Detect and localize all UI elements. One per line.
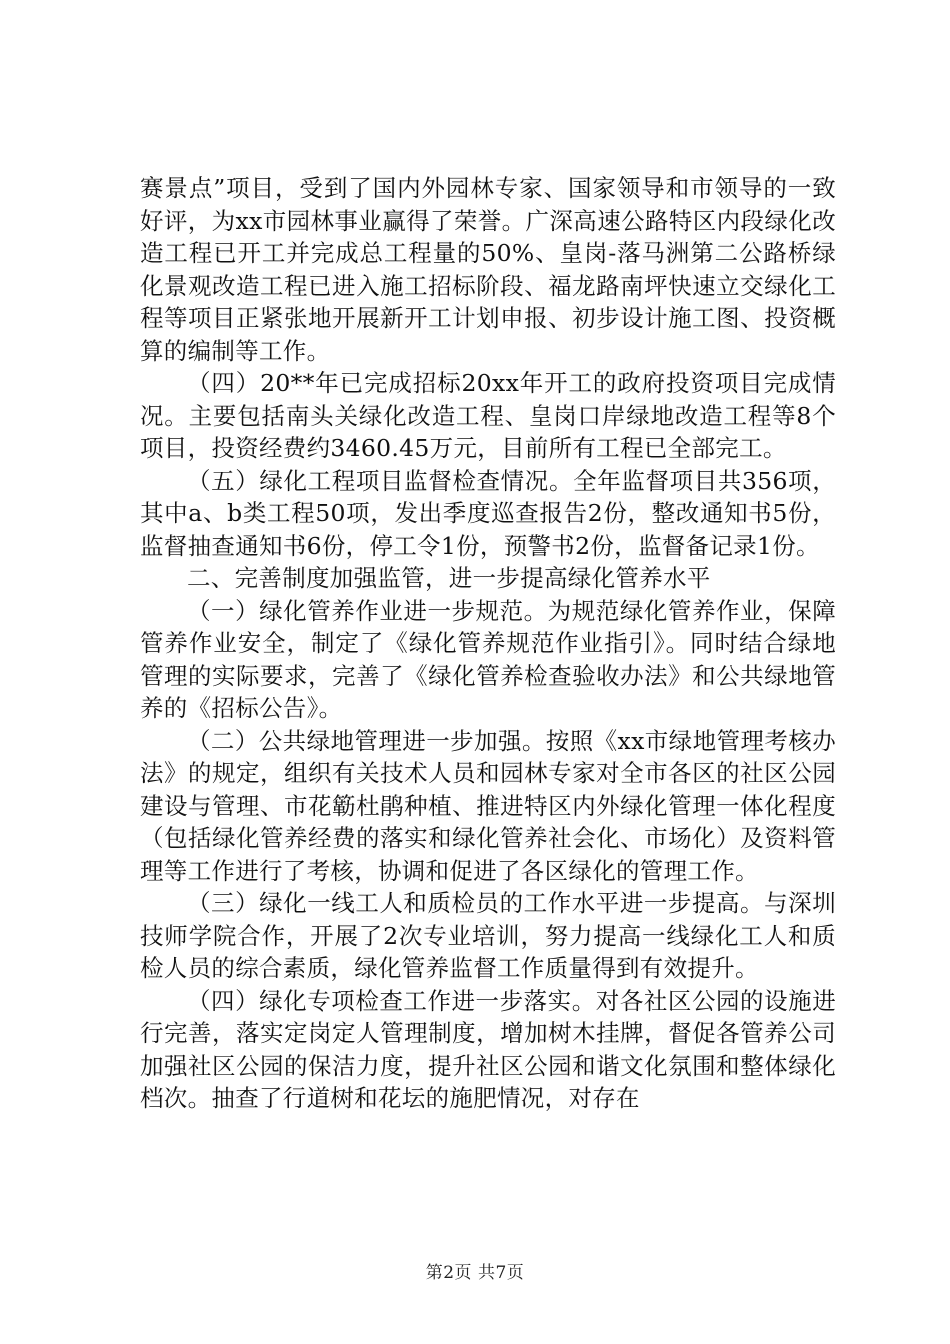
page-number-footer: 第2页 共7页 (425, 1263, 525, 1283)
paragraph: 赛景点”项目，受到了国内外园林专家、国家领导和市领导的一致好评，为xx市园林事业赢得了荣誉。广深高速公路特区内段绿化改造工程已开工并完成总工程量的50%、皇岗-落马洲第二公路桥绿化景观改造工程已进入施工招标阶段、福龙路南坪快速立交绿化工程等项目正紧张地开展新开工计划申报、初步设计施工图、投资概算的编制等工作。 (140, 174, 836, 365)
paragraph: （二）公共绿地管理进一步加强。按照《xx市绿地管理考核办法》的规定，组织有关技术人员和园林专家对全市各区的社区公园建设与管理、市花簕杜鹃种植、推进特区内外绿化管理一体化程度（包括绿化管养经费的落实和绿化管养社会化、市场化）及资料管理等工作进行了考核，协调和促进了各区绿化的管理工作。 (140, 726, 836, 885)
section-heading: 二、完善制度加强监管，进一步提高绿化管养水平 (187, 564, 711, 592)
paragraph: （三）绿化一线工人和质检员的工作水平进一步提高。与深圳技师学院合作，开展了2次专业培训，努力提高一线绿化工人和质检人员的综合素质，绿化管养监督工作质量得到有效提升。 (140, 889, 836, 982)
paragraph: （一）绿化管养作业进一步规范。为规范绿化管养作业，保障管养作业安全，制定了《绿化管养规范作业指引》。同时结合绿地管理的实际要求，完善了《绿化管养检查验收办法》和公共绿地管养的《招标公告》。 (140, 596, 836, 722)
paragraph: （五）绿化工程项目监督检查情况。全年监督项目共356项，其中a、b类工程50项，发出季度巡查报告2份，整改通知书5份，监督抽查通知书6份，停工令1份，预警书2份，监督备记录1份。 (140, 466, 836, 560)
paragraph: （四）绿化专项检查工作进一步落实。对各社区公园的设施进行完善，落实定岗定人管理制度，增加树木挂牌，督促各管养公司加强社区公园的保洁力度，提升社区公园和谐文化氛围和整体绿化档次。抽查了行道树和花坛的施肥情况，对存在 (140, 986, 836, 1112)
paragraph: （四）20**年已完成招标20xx年开工的政府投资项目完成情况。主要包括南头关绿化改造工程、皇岗口岸绿地改造工程等8个项目，投资经费约3460.45万元，目前所有工程已全部完工。 (140, 369, 836, 462)
document-body (140, 172, 836, 1115)
